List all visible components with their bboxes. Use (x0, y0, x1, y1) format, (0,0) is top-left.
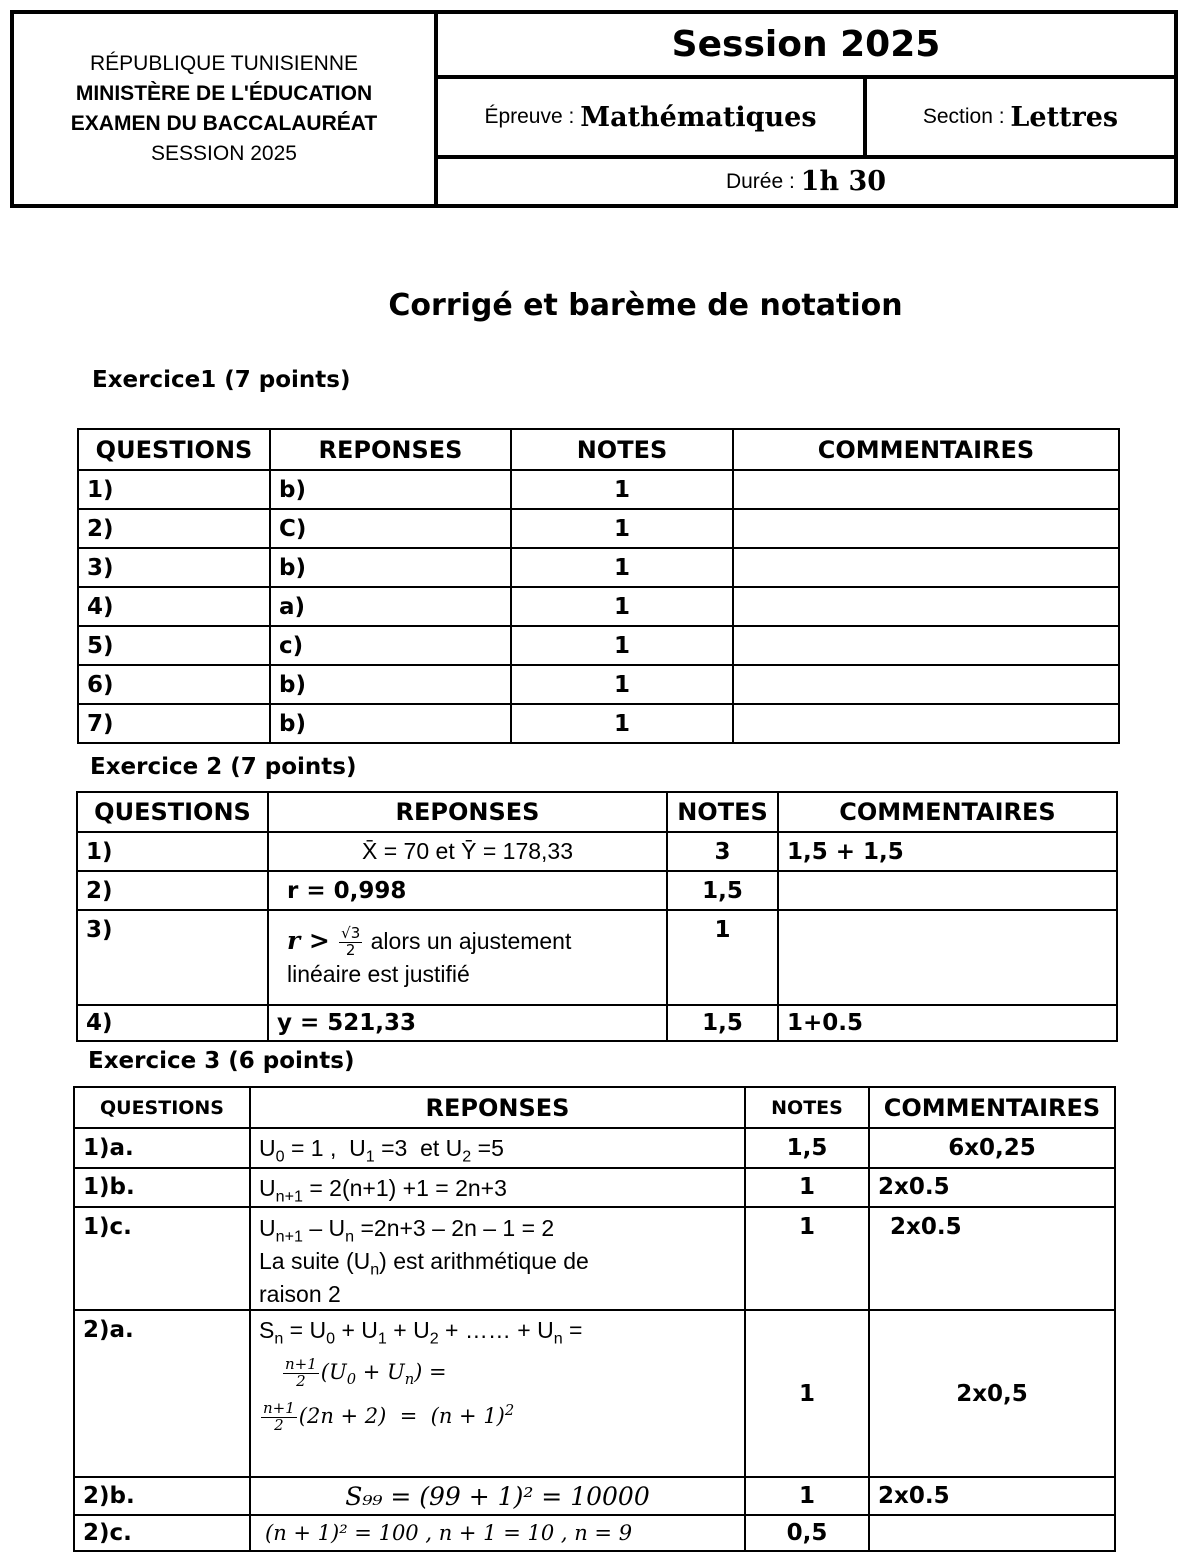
section-value: Lettres (1010, 101, 1119, 133)
table-row (78, 665, 1119, 704)
table-row (78, 509, 1119, 548)
col-reponses: REPONSES (270, 429, 511, 470)
question-cell: 4) (78, 587, 270, 626)
comment-cell: 1,5 + 1,5 (778, 832, 1117, 871)
reponse-cell: r = 0,998 (268, 871, 667, 910)
table-header-row (74, 1087, 1115, 1128)
reponse-cell: (n + 1)² = 100 , n + 1 = 10 , n = 9 (250, 1515, 745, 1551)
col-reponses: REPONSES (250, 1087, 745, 1128)
reponse-cell: b) (270, 548, 511, 587)
math-inequality: r > (287, 926, 330, 956)
table-row (74, 1128, 1115, 1168)
reponse-cell: $U_{n+1} - U_n =2n+3 - 2n - 1 = 2$ La suite $(U_n)$ est arithmétique de raison 2 (250, 1207, 745, 1310)
comment-cell (733, 548, 1119, 587)
table-row (78, 587, 1119, 626)
table-row (74, 1310, 1115, 1477)
col-reponses: REPONSES (268, 792, 667, 832)
ex3-title: Exercice 3 (6 points) (88, 1048, 355, 1074)
comment-cell (733, 626, 1119, 665)
note-cell: 0,5 (745, 1515, 869, 1551)
reponse-cell (268, 832, 667, 871)
section-label: Section : (922, 105, 1005, 128)
table-row (78, 548, 1119, 587)
note-cell: 1 (745, 1477, 869, 1515)
note-cell: 1 (511, 704, 733, 743)
reponse-text: X̄ = 70 et Ȳ = 178,33 (362, 838, 573, 864)
comment-cell: 1+0.5 (778, 1005, 1117, 1041)
table-row (78, 704, 1119, 743)
header-epreuve (438, 79, 867, 155)
table-header-row (77, 792, 1117, 832)
header-duree (438, 159, 1174, 204)
note-cell: 1 (745, 1310, 869, 1477)
sqrt3-over-2 (339, 926, 362, 959)
reponse-cell: S₉₉ = (99 + 1)² = 10000 (250, 1477, 745, 1515)
reponse-text: alors un ajustement (364, 928, 572, 955)
question-cell: 1)a. (74, 1128, 250, 1168)
question-cell: 3) (78, 548, 270, 587)
duree-value: 1h 30 (800, 166, 887, 197)
question-cell: 1)b. (74, 1168, 250, 1208)
comment-cell (733, 704, 1119, 743)
table-row (74, 1168, 1115, 1208)
epreuve-label: Épreuve : (484, 105, 575, 128)
reponse-line3: raison 2 (259, 1280, 341, 1307)
note-cell: 3 (667, 832, 778, 871)
question-cell: 3) (77, 910, 268, 1005)
col-commentaires: COMMENTAIRES (869, 1087, 1115, 1128)
reponse-cell: b) (270, 665, 511, 704)
question-cell: 7) (78, 704, 270, 743)
epreuve-value: Mathématiques (580, 101, 817, 133)
reponse-cell: b) (270, 470, 511, 509)
question-cell: 6) (78, 665, 270, 704)
reponse-cell: $S_n = U_0 + U_1 + U_2$ + …… + $U_n$ = $\frac{n+1}{2}$ $(U_0 + U_n)$ = $\frac{n+1}{2}$ $(2n + 2) = (n + 1)^2$ (250, 1310, 745, 1477)
table-row (78, 626, 1119, 665)
table-row (74, 1477, 1115, 1515)
note-cell: 1 (511, 509, 733, 548)
question-cell: 1) (78, 470, 270, 509)
header-section (867, 79, 1174, 155)
header-session-line: SESSION 2025 (151, 142, 297, 165)
header-session: Session 2025 (438, 14, 1174, 79)
question-cell: 5) (78, 626, 270, 665)
table-row (74, 1207, 1115, 1310)
table-row (78, 470, 1119, 509)
reponse-cell: C) (270, 509, 511, 548)
reponse-cell: b) (270, 704, 511, 743)
note-cell: 1,5 (667, 871, 778, 910)
frac-denominator: 2 (345, 941, 356, 960)
reponse-cell: $U_0 = 1$ , $U_1 =3$ et $U_2 =5$ (250, 1128, 745, 1168)
reponse-line2b: ) est arithmétique de (379, 1247, 589, 1274)
question-cell: 4) (77, 1005, 268, 1041)
note-cell: 1 (511, 626, 733, 665)
note-cell: 1 (511, 548, 733, 587)
reponse-line2: La suite (U (259, 1247, 371, 1274)
note-cell: 1 (511, 470, 733, 509)
table-row (77, 910, 1117, 1005)
header-republic: RÉPUBLIQUE TUNISIENNE (89, 52, 358, 75)
table-row (77, 832, 1117, 871)
note-cell: 1 (745, 1207, 869, 1310)
comment-cell (778, 871, 1117, 910)
reponse-cell: a) (270, 587, 511, 626)
reponse-cell: $U_{n+1} = 2(n+1) +1 = 2n+3$ (250, 1168, 745, 1208)
reponse-cell (268, 910, 667, 1005)
exam-header (10, 10, 1178, 208)
comment-cell (778, 910, 1117, 1005)
col-questions: QUESTIONS (78, 429, 270, 470)
col-notes: NOTES (745, 1087, 869, 1128)
table-row (74, 1515, 1115, 1551)
col-commentaires: COMMENTAIRES (778, 792, 1117, 832)
question-cell: 2)c. (74, 1515, 250, 1551)
comment-cell: 2x0.5 (869, 1477, 1115, 1515)
page-title: Corrigé et barème de notation (388, 288, 903, 323)
note-cell: 1 (667, 910, 778, 1005)
note-cell: 1 (745, 1168, 869, 1208)
comment-cell: 2x0.5 (869, 1168, 1115, 1208)
comment-cell (869, 1515, 1115, 1551)
question-cell: 2) (77, 871, 268, 910)
ex3-table (73, 1086, 1116, 1552)
note-cell: 1,5 (667, 1005, 778, 1041)
question-cell: 2)b. (74, 1477, 250, 1515)
frac-numerator: √3 (341, 924, 361, 943)
table-header-row (78, 429, 1119, 470)
comment-cell (733, 509, 1119, 548)
header-ministry-block (14, 14, 438, 204)
comment-cell (733, 665, 1119, 704)
header-exam: EXAMEN DU BACCALAURÉAT (70, 112, 378, 135)
col-notes: NOTES (511, 429, 733, 470)
col-notes: NOTES (667, 792, 778, 832)
col-commentaires: COMMENTAIRES (733, 429, 1119, 470)
ex2-table (76, 791, 1118, 1042)
question-cell: 2)a. (74, 1310, 250, 1477)
col-questions: QUESTIONS (77, 792, 268, 832)
comment-cell: 2x0,5 (869, 1310, 1115, 1477)
comment-cell (733, 587, 1119, 626)
comment-cell (733, 470, 1119, 509)
reponse-text-line2: linéaire est justifié (287, 960, 470, 987)
note-cell: 1 (511, 665, 733, 704)
note-cell: 1 (511, 587, 733, 626)
table-row (77, 871, 1117, 910)
ex2-title: Exercice 2 (7 points) (90, 754, 357, 780)
note-cell: 1,5 (745, 1128, 869, 1168)
question-cell: 1)c. (74, 1207, 250, 1310)
reponse-cell: c) (270, 626, 511, 665)
reponse-cell: y = 521,33 (268, 1005, 667, 1041)
header-ministry: MINISTÈRE DE L'ÉDUCATION (75, 82, 373, 105)
header-subject-row (438, 79, 1174, 159)
comment-cell: 2x0.5 (869, 1207, 1115, 1310)
col-questions: QUESTIONS (74, 1087, 250, 1128)
comment-cell: 6x0,25 (869, 1128, 1115, 1168)
duree-label: Durée : (725, 169, 795, 193)
question-cell: 2) (78, 509, 270, 548)
table-row (77, 1005, 1117, 1041)
question-cell: 1) (77, 832, 268, 871)
header-exam-info (438, 14, 1174, 204)
ex1-table (77, 428, 1120, 744)
ex1-title: Exercice1 (7 points) (92, 367, 351, 393)
